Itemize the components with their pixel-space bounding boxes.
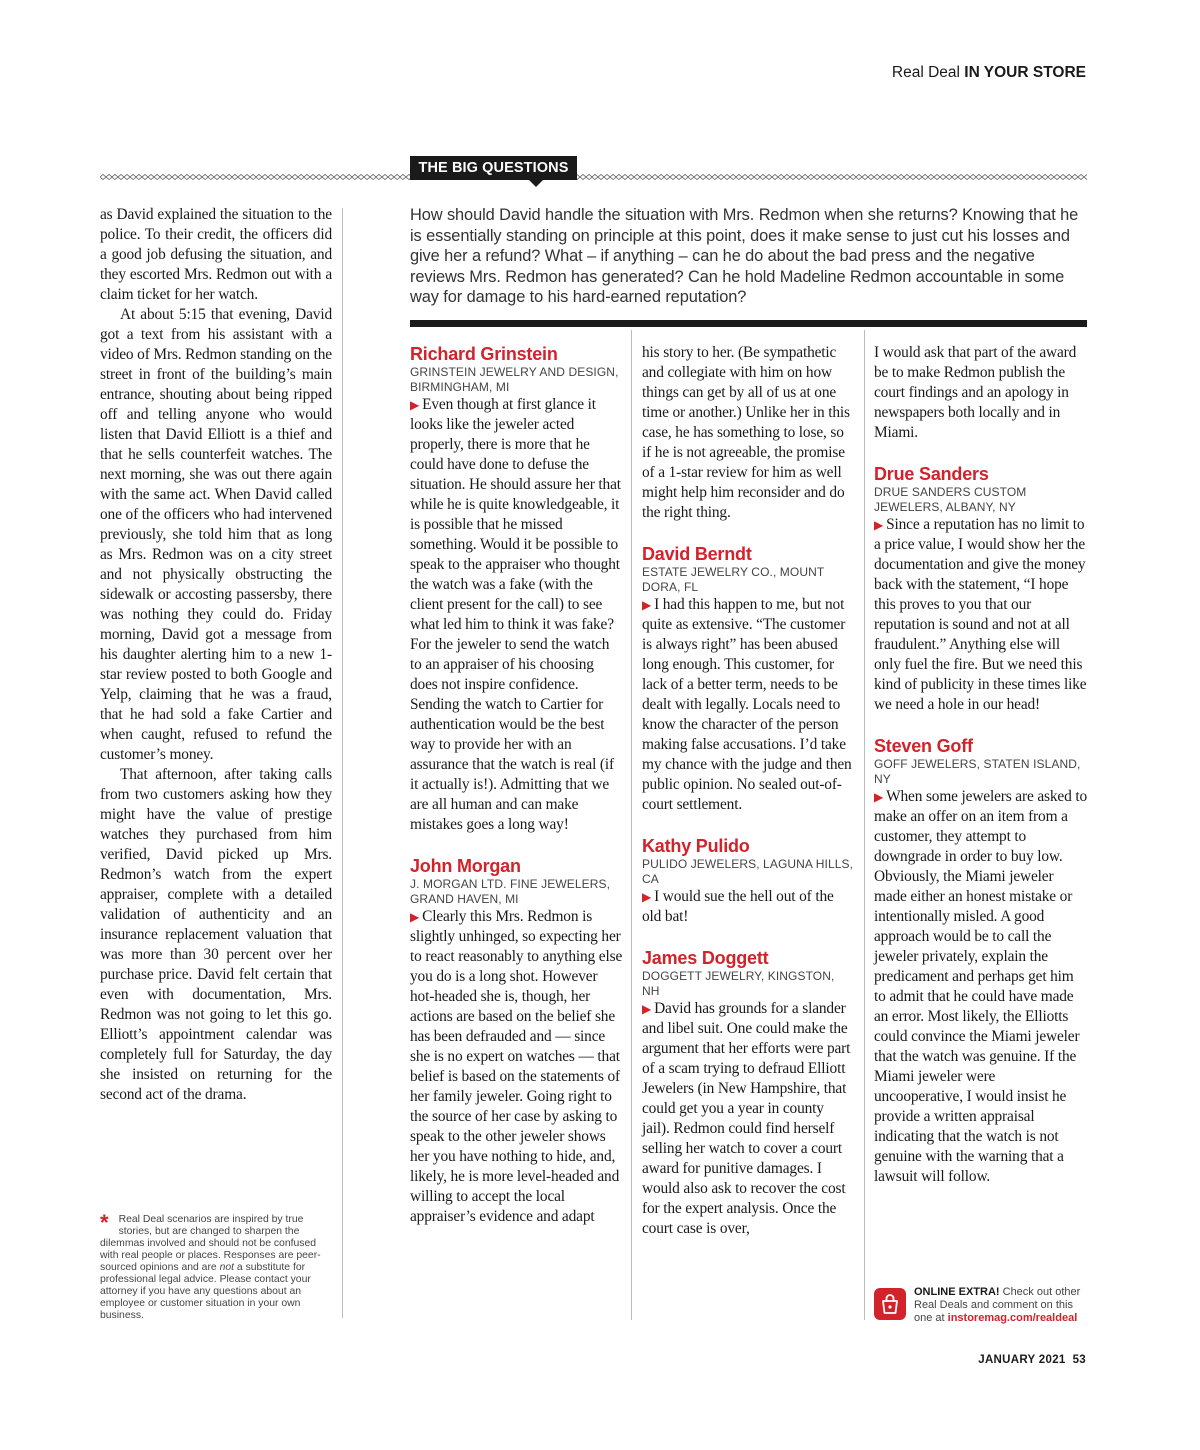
response-text: ▶ I would sue the hell out of the old bat! [642, 888, 834, 925]
page-folio [978, 1354, 1086, 1366]
spacer [874, 715, 1087, 735]
triangle-bullet-icon: ▶ [410, 398, 420, 412]
response-text: ▶ David has grounds for a slander and libel suit. One could make the argument that her efforts were part of a scam trying to defraud Elliott Jewelers (in New Hampshire, that could get you a year in county jail). Redmon could find herself selling her watch to cover a court award for punitive damages. I would also ask to recover the cost for the expert analysis. Once the court case is over, [642, 1000, 851, 1237]
online-extra [914, 1286, 1089, 1325]
tab-pointer [529, 180, 543, 187]
story-paragraph-1: as David explained the situation to the police. To their credit, the officers did a good job defusing the situation, and they escorted Mrs. Redmon out with a claim ticket for her watch. [100, 206, 332, 303]
responses-column-3 [874, 343, 1087, 1187]
online-extra-label: ONLINE EXTRA! [914, 1286, 1000, 1298]
triangle-bullet-icon: ▶ [874, 518, 884, 532]
triangle-bullet-icon: ▶ [642, 598, 652, 612]
intro-rule [410, 320, 1087, 327]
responses-column-2 [642, 343, 855, 1239]
triangle-bullet-icon: ▶ [874, 790, 884, 804]
respondent-name: James Doggett [642, 948, 769, 968]
shopping-bag-icon [874, 1288, 906, 1320]
footnote-text-1: Real Deal scenarios are inspired by true stories, but are changed to sharpen the dilemmas involved and should not be confused with real people or places. Responses are peer-sourced opinions and are [100, 1214, 321, 1273]
column-divider [631, 330, 632, 1320]
footnote-emphasis: not [219, 1262, 235, 1273]
spacer [410, 835, 623, 855]
big-questions-tab: THE BIG QUESTIONS [410, 156, 577, 180]
issue-date: JANUARY 2021 [978, 1354, 1066, 1366]
respondent-name: Richard Grinstein [410, 344, 558, 364]
response-text: ▶ When some jewelers are asked to make an offer on an item from a customer, they attempt to downgrade in order to buy low. Obviously, the Miami jeweler made either an honest mistake or intentionally misled. A good approach would be to call the jeweler privately, explain the predicament and perhaps get him to admit that he could have made an error. Most likely, the Elliotts could convince the Miami jeweler that the watch was genuine. If the Miami jeweler were uncooperative, I would insist he provide a written appraisal indicating that the watch is not genuine with the warning that a lawsuit will follow. [874, 788, 1087, 1185]
response-continuation: I would ask that part of the award be to make Redmon publish the court findings and an apology in newspapers both locally and in Miami. [874, 344, 1077, 441]
triangle-bullet-icon: ▶ [410, 910, 420, 924]
respondent-affiliation: DRUE SANDERS CUSTOM JEWELERS, ALBANY, NY [874, 485, 1027, 514]
section-label: Real Deal [891, 64, 960, 81]
response-text: ▶ I had this happen to me, but not quite as extensive. “The customer is always right” has been abused long enough. This customer, for lack of a better term, needs to be dealt with legally. Locals need to know the character of the person making false accusations. I’d take my chance with the judge and then public opinion. No sealed out-of-court settlement. [642, 596, 852, 813]
story-column [100, 205, 332, 1105]
responses-column-1 [410, 343, 623, 1227]
triangle-bullet-icon: ▶ [642, 890, 652, 904]
response-text: ▶ Clearly this Mrs. Redmon is slightly unhinged, so expecting her to react reasonably to anything else you do is a long shot. However hot-headed she is, though, her actions are based on the belief she has been defrauded and — since she is no expert on watches — that belief is based on the statements of her family jeweler. Going right to the source of her case by asking to speak to the other jeweler shows her you have nothing to hide, and, likely, he is more level-headed and willing to accept the local appraiser’s evidence and adapt [410, 908, 623, 1225]
disclaimer-footnote [100, 1210, 332, 1322]
respondent-name: David Berndt [642, 544, 752, 564]
column-divider [342, 208, 343, 1318]
decorative-chain-rule [100, 172, 1087, 182]
respondent-name: Drue Sanders [874, 464, 989, 484]
respondent-affiliation: ESTATE JEWELRY CO., MOUNT DORA, FL [642, 565, 825, 594]
big-questions-intro: How should David handle the situation with Mrs. Redmon when she returns? Knowing that he is essentially standing on principle at this point, does it make sense to just cut his losses and give her a refund? What – if anything – can he do about the bad press and the negative reviews Mrs. Redmon has generated? Can he hold Madeline Redmon accountable in some way for damage to his hard-earned reputation? [410, 206, 1079, 306]
spacer [642, 523, 855, 543]
respondent-name: Kathy Pulido [642, 836, 750, 856]
response-text: ▶ Since a reputation has no limit to a price value, I would show her the documentation and give the money back with the statement, “I hope this proves to you that our reputation is sound and not at all fraudulent.” Anything else will only fuel the fire. But we need this kind of publicity in these times like we need a hole in our head! [874, 516, 1087, 713]
online-extra-text: Check out other Real Deals and comment on this one at [914, 1286, 1081, 1324]
respondent-affiliation: GRINSTEIN JEWELRY AND DESIGN, BIRMINGHAM, MI [410, 365, 619, 394]
page-number: 53 [1072, 1354, 1086, 1366]
respondent-name: Steven Goff [874, 736, 973, 756]
footnote-text-2: a substitute for professional legal advice. Please contact your attorney if you have any questions about an employee or customer situation in your own business. [100, 1262, 311, 1321]
spacer [642, 927, 855, 947]
response-text: ▶ Even though at first glance it looks like the jeweler acted properly, there is more that he could have done to defuse the situation. He should assure her that while he is quite knowledgeable, it is possible that he missed something. Would it be possible to speak to the appraiser who thought the watch was a fake (with the client present for the call) to see what led him to think it was fake? For the jeweler to send the watch to an appraiser of his choosing does not inspire confidence. Sending the watch to Cartier for authentication would be the best way to provide her with an assurance that the watch is real (if it actually is!). Admitting that we are all human and can make mistakes goes a long way! [410, 396, 621, 833]
respondent-name: John Morgan [410, 856, 521, 876]
spacer [874, 443, 1087, 463]
asterisk-icon: * [100, 1210, 109, 1235]
triangle-bullet-icon: ▶ [642, 1002, 652, 1016]
column-divider [864, 330, 865, 1320]
story-paragraph-2: At about 5:15 that evening, David got a text from his assistant with a video of Mrs. Redmon standing on the street in front of the building’s main entrance, shouting about being ripped off and telling anyone who would listen that David Elliott is a thief and that he sells counterfeit watches. The next morning, she was out there again with the same act. When David called one of the officers who had intervened previously, she told him that as long as Mrs. Redmon was on a city street and not physically obstructing the sidewalk or accosting passersby, there was nothing they could do. Friday morning, David got a message from his daughter alerting him to a new 1-star review posted to both Google and Yelp, claiming that he was a fraud, that he had sold a fake Cartier and when caught, refused to refund the customer’s money. [100, 306, 332, 763]
story-paragraph-3: That afternoon, after taking calls from two customers asking how they might have the value of prestige watches they purchased from him verified, David picked up Mrs. Redmon’s watch from the expert appraiser, complete with a detailed validation of authenticity and an insurance replacement valuation that was more than 30 percent over her purchase price. David felt certain that even with documentation, Mrs. Redmon was not going to let this go. Elliott’s appointment calendar was completely full for Saturday, the day she insisted on returning for the second act of the drama. [100, 766, 332, 1103]
page-header [892, 64, 1086, 82]
respondent-affiliation: PULIDO JEWELERS, LAGUNA HILLS, CA [642, 857, 854, 886]
spacer [642, 815, 855, 835]
response-continuation: his story to her. (Be sympathetic and collegiate with him on how things can get by all of us at one time or another.) Unlike her in this case, he has something to lose, so if he is not agreeable, the promise of a 1-star review for him as well might help him reconsider and do the right thing. [642, 344, 850, 521]
respondent-affiliation: DOGGETT JEWELRY, KINGSTON, NH [642, 969, 835, 998]
respondent-affiliation: GOFF JEWELERS, STATEN ISLAND, NY [874, 757, 1081, 786]
respondent-affiliation: J. MORGAN LTD. FINE JEWELERS, GRAND HAVEN, MI [410, 877, 611, 906]
online-extra-link[interactable]: instoremag.com/realdeal [947, 1312, 1078, 1324]
subsection-label: IN YOUR STORE [964, 64, 1086, 81]
